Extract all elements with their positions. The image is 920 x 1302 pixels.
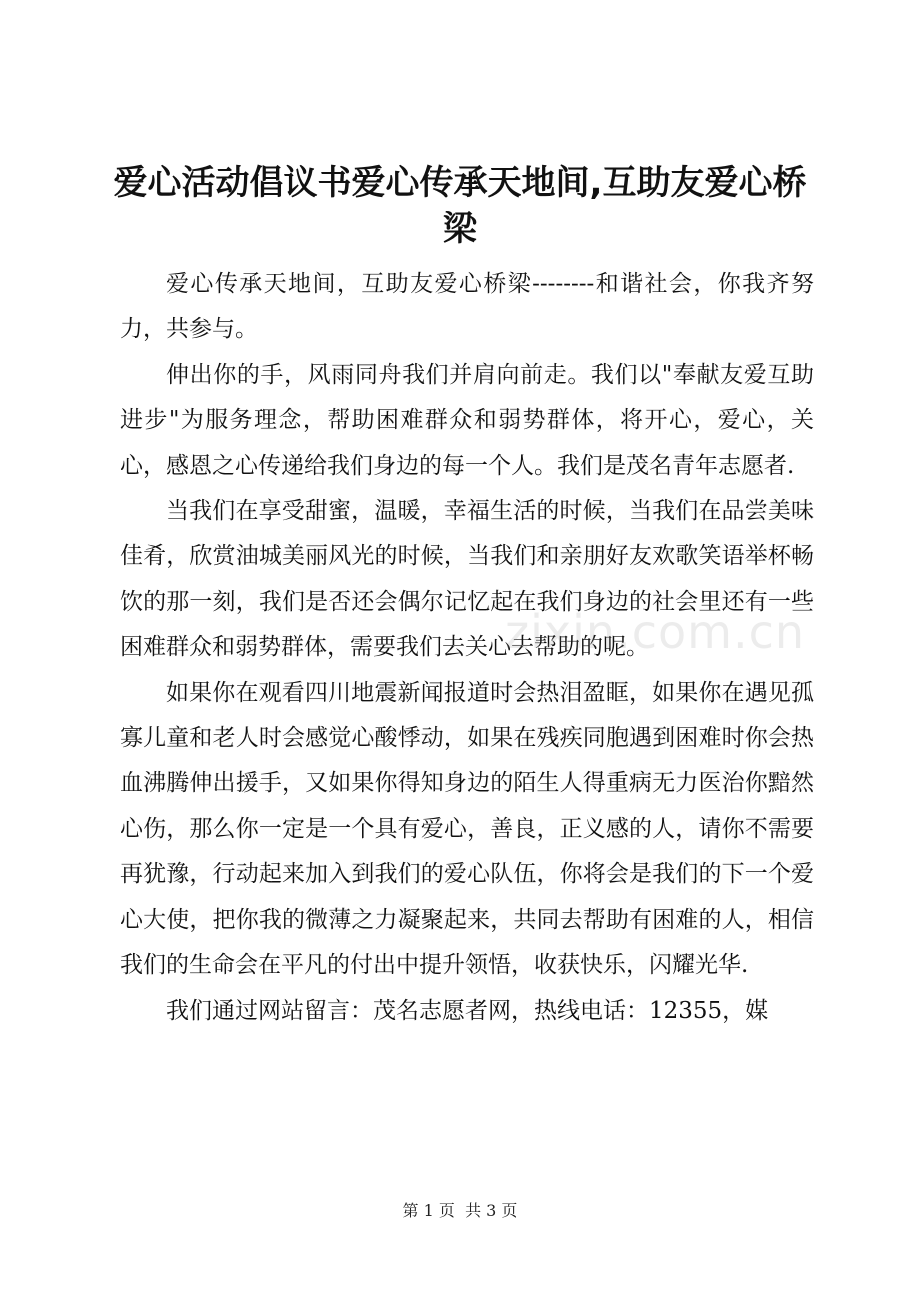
paragraph-5: 我们通过网站留言：茂名志愿者网，热线电话：12355，媒: [166, 997, 769, 1024]
paragraph-2: 伸出你的手，风雨同舟我们并肩向前走。我们以"奉献友爱互助进步"为服务理念，帮助困难群众和弱势群体，将开心，爱心，关心，感恩之心传递给我们身边的每一个人。我们是茂名青年志愿者.: [120, 361, 814, 479]
document-body: [120, 262, 814, 1034]
document-title: 爱心活动倡议书爱心传承天地间,互助友爱心桥梁: [113, 163, 807, 249]
paragraph-3: 当我们在享受甜蜜，温暖，幸福生活的时候，当我们在品尝美味佳肴，欣赏油城美丽风光的时候，当我们和亲朋好友欢歌笑语举杯畅饮的那一刻，我们是否还会偶尔记忆起在我们身边的社会里还有一些困难群众和弱势群体，需要我们去关心去帮助的呢。: [120, 498, 814, 661]
paragraph-1: 爱心传承天地间，互助友爱心桥梁--------和谐社会，你我齐努力，共参与。: [120, 271, 814, 343]
page-total: 共 3 页: [465, 1201, 518, 1220]
page-number: 第 1 页: [402, 1201, 455, 1220]
watermark: zixin.com.cn: [505, 605, 806, 659]
page-footer: [0, 1200, 920, 1222]
paragraph-4: 如果你在观看四川地震新闻报道时会热泪盈眶，如果你在遇见孤寡儿童和老人时会感觉心酸悸动，如果在残疾同胞遇到困难时你会热血沸腾伸出援手，又如果你得知身边的陌生人得重病无力医治你黯然心伤，那么你一定是一个具有爱心，善良，正义感的人，请你不需要再犹豫，行动起来加入到我们的爱心队伍，你将会是我们的下一个爱心大使，把你我的微薄之力凝聚起来，共同去帮助有困难的人，相信我们的生命会在平凡的付出中提升领悟，收获快乐，闪耀光华.: [120, 679, 814, 979]
